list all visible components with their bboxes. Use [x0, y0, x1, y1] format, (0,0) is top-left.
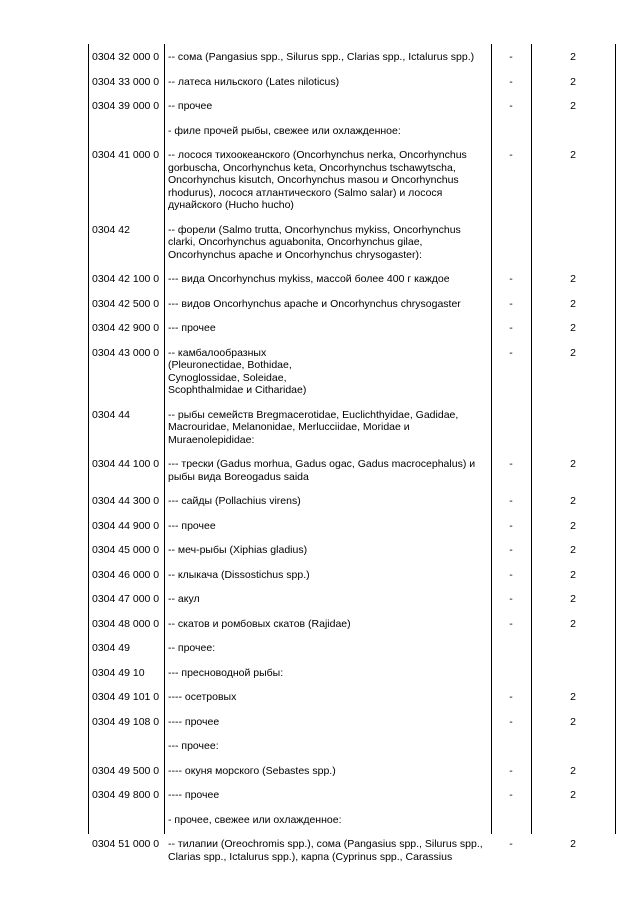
commodity-code-cell: 0304 32 000 0: [92, 51, 160, 63]
description-cell: --- видов Oncorhynchus apache и Oncorhynchus chrysogaster: [168, 297, 461, 310]
table-row: [88, 660, 615, 685]
unit-cell: -: [509, 838, 513, 850]
duty-rate-cell: [531, 402, 615, 452]
commodity-code-cell: 0304 47 000 0: [92, 593, 160, 605]
duty-rate-cell: 2: [570, 100, 576, 112]
duty-rate-cell: 2: [570, 346, 576, 359]
unit-cell: -: [509, 346, 513, 359]
commodity-code-cell: 0304 49 500 0: [92, 764, 160, 777]
commodity-code-cell: 0304 45 000 0: [92, 544, 160, 556]
unit-cell: -: [509, 100, 513, 112]
duty-rate-cell: [531, 733, 615, 758]
unit-cell: -: [509, 297, 513, 310]
description-cell: -- сома (Pangasius spp., Silurus spp., Clarias spp., Ictalurus spp.): [168, 51, 475, 63]
unit-cell: -: [509, 322, 513, 334]
duty-rate-cell: 2: [570, 297, 576, 310]
duty-rate-cell: 2: [570, 495, 576, 507]
table-row: [88, 488, 615, 513]
commodity-code-cell: 0304 42 500 0: [92, 297, 160, 310]
table-row: [88, 635, 615, 660]
unit-cell: [491, 635, 531, 660]
table-row: [88, 733, 615, 758]
table-row: [88, 291, 615, 316]
unit-cell: -: [509, 544, 513, 556]
table-row: [88, 266, 615, 291]
table-row: [88, 807, 615, 832]
table-row: [88, 537, 615, 562]
duty-rate-cell: 2: [570, 789, 576, 801]
commodity-code-cell: 0304 49 10: [92, 666, 145, 679]
duty-rate-cell: 2: [570, 617, 576, 630]
unit-cell: -: [509, 568, 513, 581]
commodity-code-cell: 0304 42 100 0: [92, 273, 160, 285]
commodity-code-cell: 0304 44 300 0: [92, 495, 160, 507]
table-row: [88, 340, 615, 402]
commodity-code-cell: 0304 44 900 0: [92, 519, 160, 532]
table-row: [88, 451, 615, 488]
unit-cell: -: [509, 149, 513, 161]
table-row: [88, 709, 615, 734]
duty-rate-cell: 2: [570, 568, 576, 581]
duty-rate-cell: 2: [570, 322, 576, 334]
unit-cell: -: [509, 764, 513, 777]
table-row: [88, 513, 615, 538]
duty-rate-cell: [531, 118, 615, 143]
duty-rate-cell: 2: [570, 51, 576, 63]
table-border-right: [615, 44, 616, 834]
description-cell: ---- прочее: [168, 789, 220, 801]
unit-cell: -: [509, 495, 513, 507]
duty-rate-cell: 2: [570, 691, 576, 703]
commodity-code-cell: 0304 42 900 0: [92, 322, 160, 334]
duty-rate-cell: 2: [570, 544, 576, 556]
commodity-code-cell: 0304 42: [92, 223, 130, 236]
duty-rate-cell: 2: [570, 764, 576, 777]
table-row: [88, 93, 615, 118]
description-cell: -- камбалообразных (Pleuronectidae, Bothidae, Cynoglossidae, Soleidae, Scophthalmidae и Citharidae): [168, 346, 307, 396]
duty-rate-cell: 2: [570, 458, 576, 470]
table-row: [88, 611, 615, 636]
description-cell: -- прочее: [168, 100, 213, 112]
unit-cell: -: [509, 519, 513, 532]
commodity-code-cell: [88, 733, 164, 758]
table-row: [88, 142, 615, 217]
commodity-code-cell: 0304 44: [92, 408, 130, 421]
unit-cell: [491, 807, 531, 832]
description-cell: --- прочее: [168, 322, 216, 334]
description-cell: --- прочее:: [168, 740, 219, 752]
table-row: [88, 217, 615, 267]
duty-rate-cell: 2: [570, 593, 576, 605]
table-row: [88, 782, 615, 807]
unit-cell: -: [509, 715, 513, 728]
duty-rate-cell: 2: [570, 149, 576, 161]
duty-rate-cell: 2: [570, 273, 576, 285]
description-cell: --- прочее: [168, 519, 216, 532]
unit-cell: -: [509, 593, 513, 605]
commodity-code-cell: 0304 51 000 0: [92, 838, 160, 850]
duty-rate-cell: 2: [570, 519, 576, 532]
table-row: [88, 402, 615, 452]
unit-cell: [491, 402, 531, 452]
description-cell: -- прочее:: [168, 642, 216, 654]
description-cell: -- латеса нильского (Lates niloticus): [168, 75, 340, 88]
unit-cell: -: [509, 789, 513, 801]
description-cell: -- скатов и ромбовых скатов (Rajidae): [168, 617, 351, 630]
commodity-code-cell: 0304 49 101 0: [92, 691, 160, 703]
description-cell: -- акул: [168, 593, 200, 605]
description-cell: -- форели (Salmo trutta, Oncorhynchus mykiss, Oncorhynchus clarki, Oncorhynchus aguabonita, Oncorhynchus gilae, Oncorhynchus apache и Oncorhynchus chrysogaster):: [168, 223, 461, 261]
unit-cell: -: [509, 691, 513, 703]
description-cell: ---- окуня морского (Sebastes spp.): [168, 764, 336, 777]
commodity-code-cell: 0304 44 100 0: [92, 458, 160, 470]
description-cell: --- вида Oncorhynchus mykiss, массой более 400 г каждое: [168, 273, 450, 285]
table-row: [88, 758, 615, 783]
description-cell: - филе прочей рыбы, свежее или охлажденное:: [168, 124, 401, 137]
commodity-code-cell: 0304 33 000 0: [92, 75, 160, 88]
description-cell: -- лосося тихоокеанского (Oncorhynchus nerka, Oncorhynchus gorbuscha, Oncorhynchus keta, Oncorhynchus tschawytscha, Oncorhynchus kisutch, Oncorhynchus masou и Oncorhynchus rhodurus), лосося атлантического (Salmo salar) и лосося дунайского (Hucho hucho): [168, 149, 467, 211]
description-cell: - прочее, свежее или охлажденное:: [168, 813, 342, 826]
description-cell: ---- осетровых: [168, 691, 237, 703]
duty-rate-cell: [531, 635, 615, 660]
description-cell: -- тилапии (Oreochromis spp.), сома (Pangasius spp., Silurus spp., Clarias spp., Ictalurus spp.), карпа (Cyprinus spp., Carassius: [168, 838, 483, 863]
table-row: [88, 44, 615, 69]
description-cell: --- трески (Gadus morhua, Gadus ogac, Gadus macrocephalus) и рыбы вида Boreogadus saida: [168, 458, 476, 483]
commodity-code-cell: 0304 41 000 0: [92, 149, 160, 161]
duty-rate-cell: 2: [570, 75, 576, 88]
unit-cell: [491, 733, 531, 758]
description-cell: -- меч-рыбы (Xiphias gladius): [168, 544, 308, 556]
commodity-code-cell: 0304 48 000 0: [92, 617, 160, 630]
unit-cell: [491, 118, 531, 143]
duty-rate-cell: [531, 807, 615, 832]
table-row: [88, 562, 615, 587]
unit-cell: -: [509, 617, 513, 630]
unit-cell: -: [509, 458, 513, 470]
table-row: [88, 684, 615, 709]
commodity-code-cell: 0304 39 000 0: [92, 100, 160, 112]
table-row: [88, 831, 615, 868]
commodity-code-cell: 0304 46 000 0: [92, 568, 160, 581]
table-row: [88, 586, 615, 611]
table-row: [88, 69, 615, 94]
duty-rate-cell: [531, 660, 615, 685]
unit-cell: -: [509, 273, 513, 285]
commodity-code-cell: 0304 49 800 0: [92, 789, 160, 801]
unit-cell: [491, 660, 531, 685]
commodity-code-cell: [88, 807, 164, 832]
duty-rate-cell: 2: [570, 838, 576, 850]
unit-cell: -: [509, 51, 513, 63]
duty-rate-cell: [531, 217, 615, 267]
commodity-code-cell: [88, 118, 164, 143]
unit-cell: [491, 217, 531, 267]
description-cell: ---- прочее: [168, 715, 220, 728]
description-cell: --- сайды (Pollachius virens): [168, 495, 301, 507]
description-cell: -- рыбы семейств Bregmacerotidae, Euclichthyidae, Gadidae, Macrouridae, Melanonidae, Merlucciidae, Moridae и Muraenolepididae:: [168, 408, 459, 446]
table-row: [88, 118, 615, 143]
commodity-code-cell: 0304 49 108 0: [92, 715, 160, 728]
unit-cell: -: [509, 75, 513, 88]
duty-rate-cell: 2: [570, 715, 576, 728]
commodity-code-cell: 0304 49: [92, 642, 130, 654]
table-row: [88, 315, 615, 340]
description-cell: -- клыкача (Dissostichus spp.): [168, 568, 310, 581]
tariff-table: [88, 44, 615, 868]
description-cell: --- пресноводной рыбы:: [168, 666, 284, 679]
commodity-code-cell: 0304 43 000 0: [92, 346, 160, 359]
tariff-table-body: [88, 44, 615, 868]
